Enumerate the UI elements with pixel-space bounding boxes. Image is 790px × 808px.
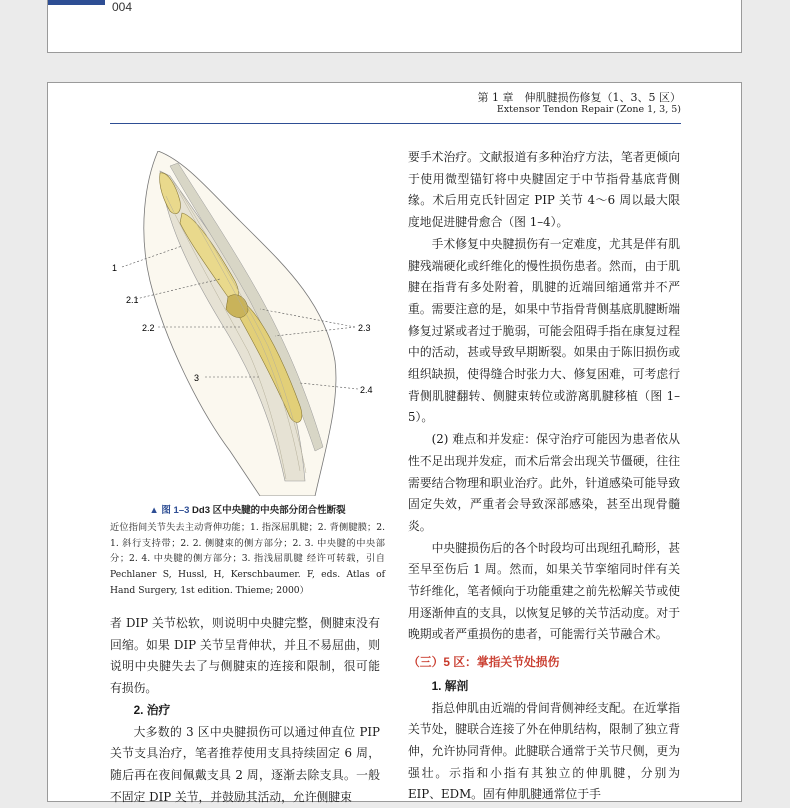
caption-title-line (110, 503, 385, 519)
caption-number: ▲ 图 1–3 (149, 505, 190, 516)
section-heading: （三）5 区：掌指关节处损伤 (408, 655, 560, 670)
label-3: 3 (194, 373, 200, 383)
label-2-3: 2.3 (358, 323, 371, 333)
current-page (47, 82, 742, 802)
label-1: 1 (112, 263, 118, 273)
treatment-heading: 2. 治疗 (133, 702, 171, 717)
left-column (110, 613, 380, 808)
right-column (408, 147, 680, 806)
left-paragraph-2: 大多数的 3 区中央腱损伤可以通过伸直位 PIP 关节支具治疗，笔者推荐使用支具持续固定 6 周，随后再在夜间佩戴支具 2 周，逐渐去除支具。一般不固定 DIP 关节，并鼓励其活动，允许侧腱束 (110, 724, 380, 804)
right-paragraph-4: 中央腱损伤后的各个时段均可出现纽孔畸形，甚至早至伤后 1 周。然而，如果关节挛缩同时伴有关节纤维化，笔者倾向于功能重建之前先松解关节或使用逐渐伸直的支具，以恢复足够的关节活动度。对于晚期或者严重损伤的患者，可能需行关节融合术。 (408, 540, 680, 642)
right-paragraph-1: 要手术治疗。文献报道有多种治疗方法，笔者更倾向于使用微型锚钉将中央腱固定于中节指骨基底背侧缘。术后用克氏针固定 PIP 关节 4～6 周以最大限度地促进腱骨愈合（图 1–4）。 (408, 150, 680, 230)
label-2-1: 2.1 (126, 295, 139, 305)
page-number: 004 (112, 0, 133, 14)
figure-caption (110, 503, 385, 599)
previous-page (47, 0, 742, 53)
label-2-4: 2.4 (360, 385, 373, 395)
label-2-2: 2.2 (142, 323, 155, 333)
caption-title: Dd3 区中央腱的中央部分闭合性断裂 (192, 505, 346, 516)
chapter-header-cn: 第 1 章 伸肌腱损伤修复（1、3、5 区） (477, 91, 681, 104)
right-paragraph-3: (2) 难点和并发症：保守治疗可能因为患者依从性不足出现并发症，而术后常会出现关节僵硬，往往需要结合物理和职业治疗。此外，针道感染可能导致固定失效，严重者会导致深部感染，甚至出现骨髓炎。 (408, 432, 680, 533)
anatomy-heading: 1. 解剖 (431, 678, 469, 693)
finger-anatomy-figure (110, 151, 400, 496)
right-paragraph-2: 手术修复中央腱损伤有一定难度，尤其是伴有肌腱残端硬化或纤维化的慢性损伤患者。然而，由于肌腱在指背有多处附着，肌腱的近端回缩通常并不严重。需要注意的是，如果中节指骨背侧基底肌腱断端修复过紧或者过于脆弱，可能会阻碍手指在康复过程中的活动，甚或导致早期断裂。如果由于陈旧损伤或组织缺损，使得缝合时张力大、修复困难，可考虑行背侧肌腱翻转、侧腱束转位或游离肌腱移植（图 1–5）。 (408, 236, 680, 425)
page-number-bar (48, 0, 105, 5)
left-paragraph-1: 者 DIP 关节松软，则说明中央腱完整，侧腱束没有回缩。如果 DIP 关节呈背伸状，并且不易屈曲，则说明中央腱失去了与侧腱束的连接和限制，很可能有损伤。 (110, 616, 380, 696)
chapter-header-en: Extensor Tendon Repair (Zone 1, 3, 5) (496, 104, 681, 115)
header-rule (110, 123, 681, 124)
caption-body: 近位指间关节失去主动背伸功能；1. 指深屈肌腱；2. 背侧腱膜；2. 1. 斜行支持带；2. 2. 侧腱束的侧方部分；2. 3. 中央腱的中央部分；2. 4. 中央腱的侧方部分；3. 指浅屈肌腱 经许可转载，引自 Pechlaner S, Hussl, H, Kerschbaumer. F, eds. Atlas of Hand Surgery, 1st edition. Thieme; 2000） (110, 521, 385, 596)
right-paragraph-5: 指总伸肌由近端的骨间背侧神经支配。在近掌指关节处，腱联合连接了外在伸肌结构，限制了独立背伸，允许协同背伸。此腱联合通常于关节尺侧，更为强壮。示指和小指有其独立的伸肌腱，分别为 EIP、EDM。固有伸肌腱通常位于手 (408, 700, 680, 802)
